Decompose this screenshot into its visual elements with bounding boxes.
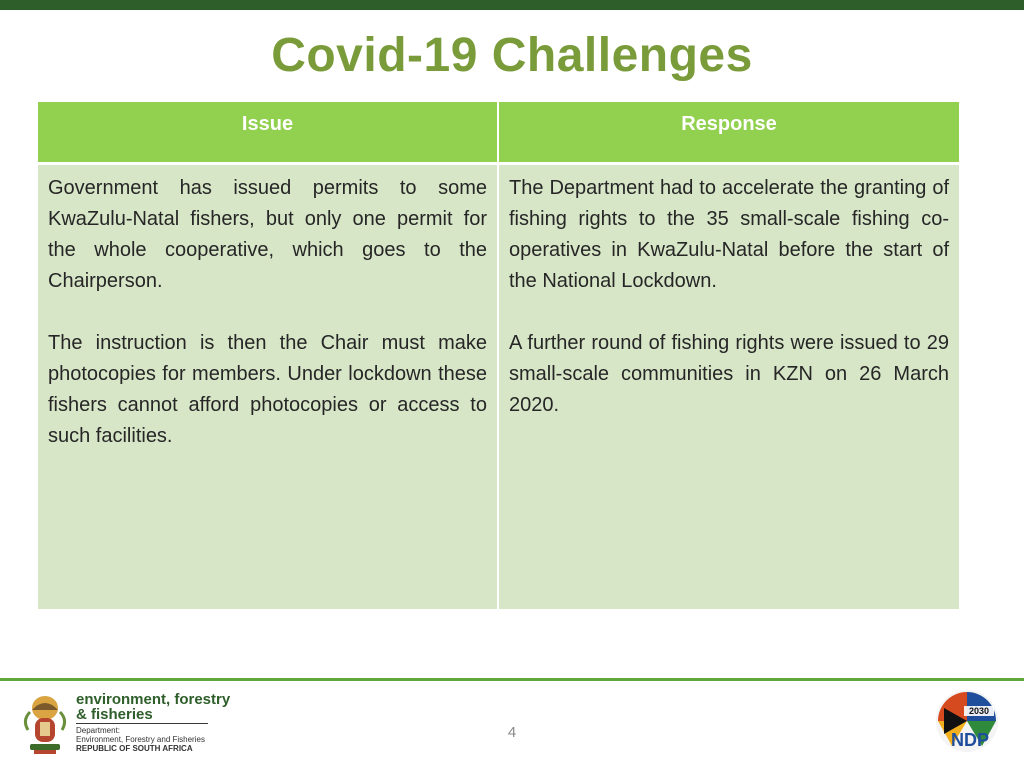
- brand-line: environment, forestry: [76, 691, 231, 708]
- dept-line: Department:: [76, 726, 121, 735]
- dept-line: REPUBLIC OF SOUTH AFRICA: [76, 744, 193, 753]
- svg-text:2030: 2030: [968, 706, 990, 716]
- issue-paragraph: The instruction is then the Chair must make photocopies for members. Under lockdown these fishers cannot afford photocopies or access to such facilities.: [48, 332, 487, 447]
- brand-name: [76, 692, 230, 722]
- page-number: 4: [507, 724, 517, 741]
- response-paragraph: The Department had to accelerate the granting of fishing rights to the 35 small-scale fishing co-operatives in KwaZulu-Natal before the start of the National Lockdown.: [509, 177, 949, 292]
- slide-title: Covid-19 Challenges: [271, 29, 753, 82]
- issue-cell: [38, 165, 497, 609]
- header-issue: Issue: [38, 102, 497, 162]
- department-logo: [20, 690, 231, 760]
- challenges-table: [38, 102, 959, 609]
- footer-divider: [0, 678, 1024, 681]
- issue-paragraph: Government has issued permits to some KwaZulu-Natal fishers, but only one permit for the whole cooperative, which goes to the Chairperson.: [48, 177, 487, 292]
- brand-line: & fisheries: [76, 706, 153, 723]
- response-cell: [499, 165, 959, 609]
- response-paragraph: A further round of fishing rights were issued to 29 small-scale communities in KZN on 26 March 2020.: [509, 332, 949, 416]
- top-bar: [0, 0, 1024, 10]
- svg-text:NDP: NDP: [950, 730, 990, 750]
- coat-of-arms-icon: [20, 690, 70, 756]
- department-text: [76, 726, 205, 753]
- ndp-2030-logo-icon: [934, 688, 1000, 754]
- brand-rule: [76, 723, 208, 724]
- dept-line: Environment, Forestry and Fisheries: [76, 735, 205, 744]
- header-response: Response: [499, 102, 959, 162]
